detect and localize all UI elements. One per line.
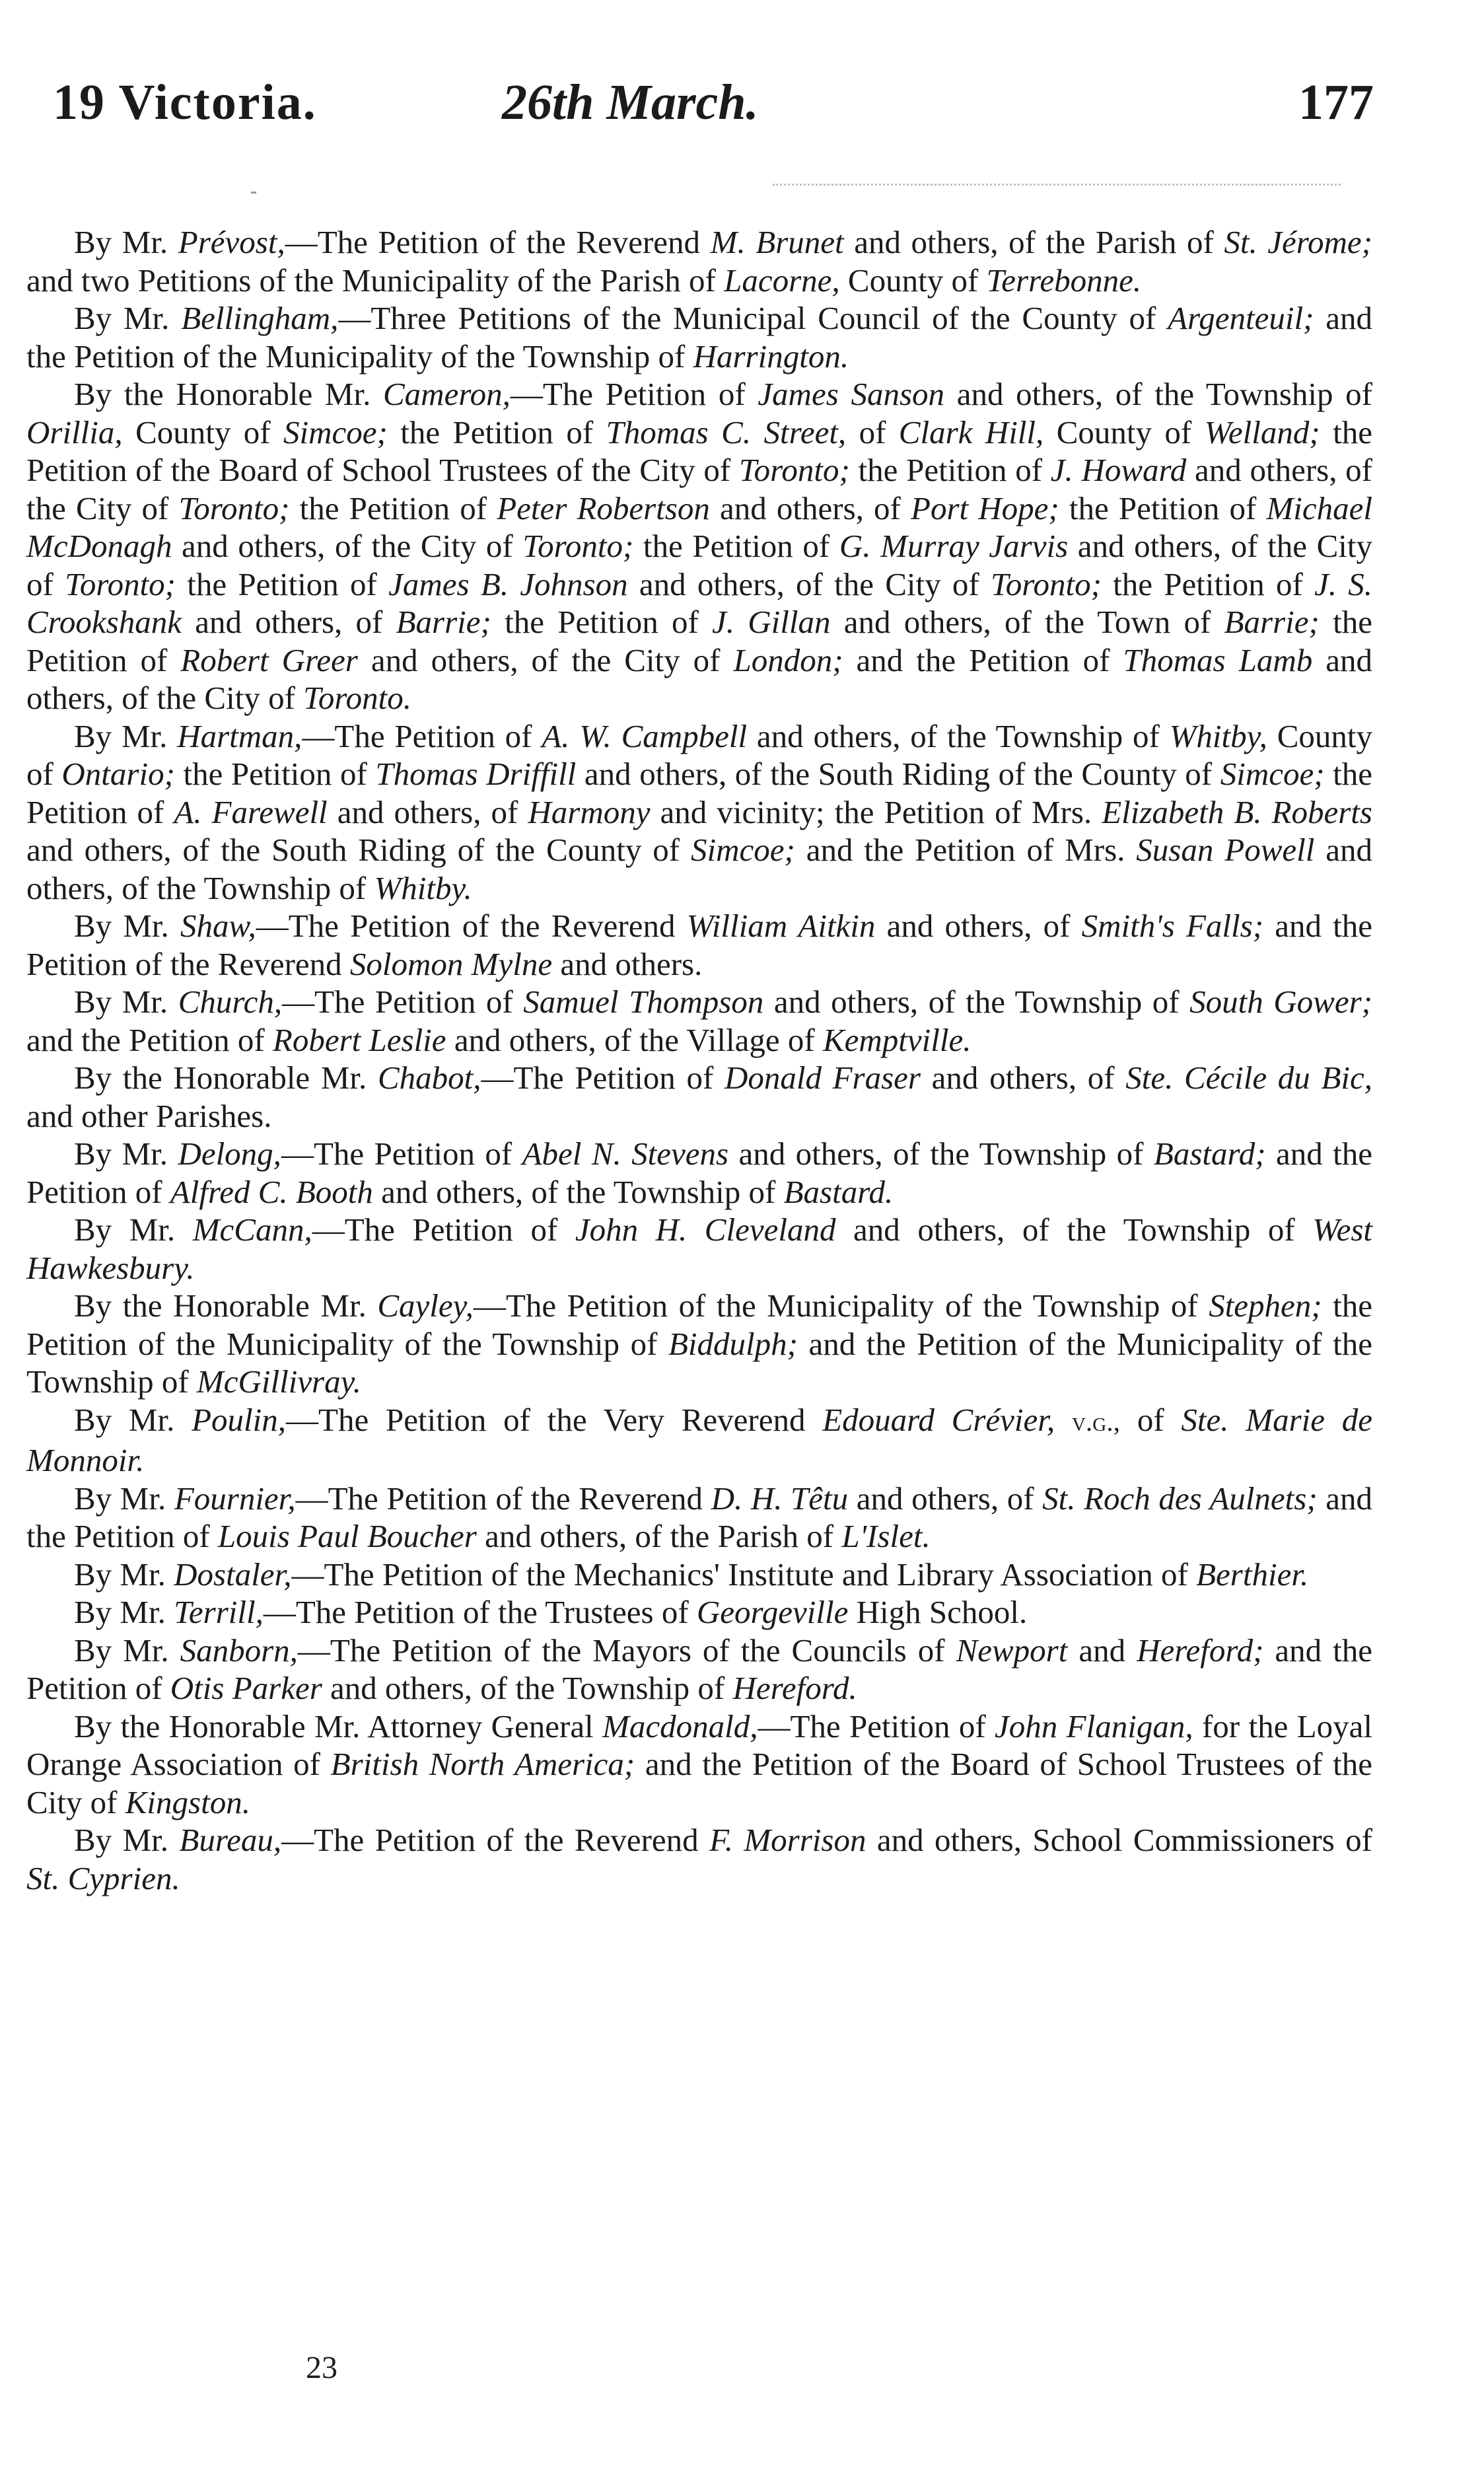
roman-text: of [846, 413, 899, 450]
roman-text: By the Honorable Mr. [74, 376, 383, 412]
roman-text: and the Petition of the Municipality of the Township of [26, 1325, 1372, 1400]
roman-text: and others, of the City of [26, 641, 1372, 716]
italic-name: D. H. Têtu [711, 1480, 849, 1517]
roman-text: and others, of the City of [26, 528, 1372, 602]
roman-text: of [1120, 1401, 1182, 1438]
regnal-year: 19 Victoria. [53, 75, 317, 130]
italic-name: Port Hope; [911, 489, 1059, 526]
italic-name: Welland; [1204, 413, 1320, 450]
italic-name: Toronto; [738, 452, 850, 488]
roman-text: and [1067, 1632, 1137, 1669]
roman-text: and others, of [182, 604, 396, 640]
roman-text: and two Petitions of the Municipality of the Parish of [26, 262, 724, 299]
italic-name: Toronto. [303, 680, 412, 716]
roman-text: and other Parishes. [26, 1097, 272, 1134]
italic-name: Solomon Mylne [349, 945, 553, 982]
italic-name: Cayley, [377, 1287, 474, 1324]
roman-text: and the Petition of the Reverend [26, 908, 1372, 982]
page-number: 177 [1298, 75, 1374, 130]
roman-text: and others, of the Township of [372, 1173, 784, 1210]
roman-text: and the Petition of [843, 641, 1123, 678]
roman-text: and others, of the Parish of [843, 224, 1224, 260]
italic-name: Peter Robertson [497, 489, 710, 526]
italic-name: Delong, [178, 1135, 281, 1172]
roman-text: —The Petition of [481, 1060, 724, 1096]
italic-name: Ste. Cécile du Bic, [1125, 1060, 1373, 1096]
roman-text: and others, School Commissioners of [866, 1822, 1372, 1858]
italic-name: McGillivray. [196, 1363, 361, 1400]
roman-text: the Petition of [26, 604, 1372, 678]
italic-name: Chabot, [377, 1060, 481, 1096]
italic-name: Fournier, [174, 1480, 296, 1517]
italic-name: Hartman, [177, 717, 302, 754]
italic-name: M. Brunet [710, 224, 844, 260]
italic-name: Toronto; [990, 565, 1102, 602]
roman-text: By Mr. [74, 1401, 192, 1438]
roman-text: the Petition of [1059, 489, 1267, 526]
petition-paragraph [26, 223, 1372, 299]
petition-paragraph [26, 1593, 1372, 1632]
roman-text: and the Petition of Mrs. [795, 832, 1137, 868]
roman-text: and others, of the South Riding of the County of [26, 832, 691, 868]
italic-name: Shaw, [180, 908, 256, 944]
roman-text: and others, of the City of [627, 565, 991, 602]
italic-name: Argenteuil; [1168, 300, 1314, 336]
italic-name: G. Murray Jarvis [839, 528, 1069, 564]
roman-text: By Mr. [74, 717, 178, 754]
italic-name: Harmony [528, 793, 651, 830]
roman-text: —The Petition of the Reverend [295, 1480, 711, 1517]
italic-name: Sanborn, [180, 1632, 298, 1669]
roman-text: By Mr. [74, 224, 178, 260]
roman-text: By Mr. [74, 1556, 174, 1593]
roman-text: County of [26, 717, 1373, 792]
roman-text: and others, of the Village of [446, 1021, 823, 1058]
italic-name: Louis Paul Boucher [217, 1518, 477, 1554]
roman-text: —The Petition of [510, 376, 758, 412]
roman-text: and the Petition of the Municipality of the Township of [26, 300, 1372, 375]
roman-text: —The Petition of [302, 717, 542, 754]
italic-name: Kingston. [125, 1783, 250, 1820]
petitions-list [26, 223, 1372, 1897]
roman-text: and others, of [709, 489, 911, 526]
roman-text: By Mr. [74, 1480, 174, 1517]
petition-paragraph [26, 717, 1372, 908]
italic-name: John H. Cleveland [575, 1211, 836, 1248]
roman-text: —The Petition of [282, 984, 524, 1020]
italic-name: Robert Leslie [272, 1021, 446, 1058]
italic-name: Biddulph; [668, 1325, 798, 1362]
italic-name: Abel N. Stevens [522, 1135, 729, 1172]
italic-name: J. Gillan [712, 604, 831, 640]
roman-text: and others. [552, 945, 703, 982]
roman-text: —The Petition of the Reverend [281, 1822, 710, 1858]
italic-name: Berthier. [1196, 1556, 1309, 1593]
italic-name: J. S. Crookshank [26, 565, 1373, 640]
roman-text: and others, of the South Riding of the County of [576, 756, 1220, 792]
roman-text: for the Loyal Orange Association of [26, 1707, 1372, 1782]
italic-name: Barrie; [1224, 604, 1320, 640]
petition-paragraph [26, 1401, 1372, 1480]
italic-name: Samuel Thompson [523, 984, 764, 1020]
roman-text: the Petition of [491, 604, 713, 640]
petition-paragraph [26, 299, 1372, 375]
italic-name: A. Farewell [174, 793, 328, 830]
italic-name: Alfred C. Booth [170, 1173, 373, 1210]
italic-name: Bastard; [1153, 1135, 1266, 1172]
roman-text: High School. [848, 1594, 1028, 1630]
italic-name: Macdonald, [602, 1707, 758, 1744]
italic-name: Thomas Driffill [375, 756, 577, 792]
italic-name: Susan Powell [1136, 832, 1315, 868]
petition-paragraph [26, 1821, 1372, 1897]
italic-name: Toronto; [65, 565, 176, 602]
italic-name: Barrie; [396, 604, 491, 640]
roman-text [1055, 1402, 1072, 1438]
italic-name: Bastard. [783, 1173, 894, 1210]
roman-text: By Mr. [74, 1822, 180, 1858]
roman-text: the Petition of [387, 413, 606, 450]
italic-name: F. Morrison [709, 1822, 866, 1858]
roman-text: and others, of [921, 1060, 1126, 1096]
roman-text: the Petition of [1101, 565, 1315, 602]
italic-name: Elizabeth B. Roberts [1102, 793, 1372, 830]
roman-text: and others, of the Township of [763, 984, 1190, 1020]
roman-text: County of [839, 262, 987, 299]
roman-text: and the Petition of [26, 1632, 1372, 1706]
italic-name: J. Howard [1050, 452, 1187, 488]
italic-name: William Aitkin [686, 908, 876, 944]
italic-name: Whitby. [374, 869, 472, 906]
petition-paragraph [26, 1211, 1372, 1287]
italic-name: James B. Johnson [388, 565, 628, 602]
italic-name: South Gower; [1189, 984, 1372, 1020]
roman-text: By the Honorable Mr. Attorney General [74, 1707, 603, 1744]
roman-text: and others, of the City of [357, 641, 734, 678]
italic-name: John Flanigan, [995, 1707, 1193, 1744]
roman-text: the Petition of [26, 756, 1372, 830]
roman-text: and others, of the Township of [26, 832, 1373, 906]
italic-name: British North America; [330, 1746, 635, 1782]
roman-text: By the Honorable Mr. [74, 1060, 378, 1096]
italic-name: Harrington. [693, 338, 849, 375]
signature-mark: 23 [306, 2350, 337, 2385]
petition-paragraph [26, 1135, 1372, 1211]
roman-text: and others, of [875, 908, 1082, 944]
italic-name: Terrill, [174, 1594, 264, 1630]
roman-text: and others, of the Township of [728, 1135, 1154, 1172]
italic-name: Terrebonne. [986, 262, 1142, 299]
petition-paragraph [26, 375, 1372, 717]
roman-text: By Mr. [74, 1594, 174, 1630]
italic-name: Clark Hill, [898, 413, 1044, 450]
page-header [53, 69, 1374, 135]
roman-text: and others, of the Parish of [476, 1518, 842, 1554]
roman-text: and others, of [327, 793, 528, 830]
scan-artifact-dots [773, 184, 1341, 192]
small-caps-text: v.g., [1071, 1406, 1121, 1437]
roman-text: and others, of the City of [172, 528, 523, 564]
roman-text: By Mr. [74, 908, 180, 944]
italic-name: Orillia, [26, 413, 123, 450]
italic-name: Newport [956, 1632, 1068, 1669]
italic-name: Prévost, [178, 224, 285, 260]
italic-name: Donald Fraser [724, 1060, 921, 1096]
roman-text: and others, of the Town of [830, 604, 1224, 640]
italic-name: Bureau, [179, 1822, 282, 1858]
italic-name: Dostaler, [174, 1556, 292, 1593]
petition-paragraph [26, 1059, 1372, 1135]
italic-name: London; [733, 641, 843, 678]
roman-text: the Petition of the Municipality of the Township of [26, 1287, 1372, 1362]
italic-name: Hereford. [732, 1670, 857, 1706]
petition-paragraph [26, 1632, 1372, 1707]
italic-name: Simcoe; [283, 413, 388, 450]
roman-text: By Mr. [74, 1632, 180, 1669]
roman-text: By the Honorable Mr. [74, 1287, 378, 1324]
petition-paragraph [26, 1707, 1372, 1822]
roman-text: —The Petition of the Reverend [285, 224, 711, 260]
petition-paragraph [26, 1287, 1372, 1401]
italic-name: Michael McDonagh [26, 489, 1372, 564]
italic-name: James Sanson [758, 376, 945, 412]
roman-text: the Petition of [633, 528, 839, 564]
roman-text: —The Petition of the Municipality of the Township of [473, 1287, 1209, 1324]
roman-text: and the Petition of [26, 1480, 1372, 1554]
italic-name: Smith's Falls; [1081, 908, 1264, 944]
petition-paragraph [26, 983, 1372, 1059]
roman-text: —Three Petitions of the Municipal Council of the County of [338, 300, 1168, 336]
roman-text: County of [1043, 413, 1205, 450]
italic-name: Kemptville. [822, 1021, 972, 1058]
roman-text: By Mr. [74, 300, 182, 336]
italic-name: St. Roch des Aulnets; [1042, 1480, 1318, 1517]
roman-text: By Mr. [74, 1211, 193, 1248]
roman-text: —The Petition of [312, 1211, 575, 1248]
roman-text: and others, of the Township of [835, 1211, 1313, 1248]
italic-name: Otis Parker [170, 1670, 322, 1706]
italic-name: McCann, [192, 1211, 312, 1248]
petition-paragraph [26, 1480, 1372, 1556]
roman-text: and others, of [848, 1480, 1043, 1517]
italic-name: Bellingham, [181, 300, 339, 336]
session-date: 26th March. [502, 75, 759, 130]
roman-text: and others, of the Township of [747, 717, 1170, 754]
petition-paragraph [26, 907, 1372, 983]
italic-name: St. Jérome; [1224, 224, 1372, 260]
roman-text: —The Petition of the Trustees of [263, 1594, 697, 1630]
italic-name: Thomas C. Street, [606, 413, 847, 450]
roman-text: —The Petition of [281, 1135, 522, 1172]
italic-name: L'Islet. [841, 1518, 931, 1554]
roman-text: the Petition of [176, 565, 389, 602]
italic-name: Toronto; [178, 489, 290, 526]
italic-name: Toronto; [522, 528, 634, 564]
roman-text: and others, of the City of [26, 452, 1372, 526]
italic-name: Simcoe; [1220, 756, 1325, 792]
roman-text: By Mr. [74, 984, 178, 1020]
scan-artifact-mark [251, 192, 256, 194]
roman-text: the Petition of [174, 756, 376, 792]
italic-name: Stephen; [1209, 1287, 1322, 1324]
roman-text: and the Petition of [26, 1021, 273, 1058]
italic-name: St. Cyprien. [26, 1859, 180, 1896]
italic-name: West Hawkesbury. [26, 1211, 1373, 1286]
italic-name: Georgeville [696, 1594, 849, 1630]
roman-text: —The Petition of the Mayors of the Councils of [297, 1632, 956, 1669]
italic-name: Cameron, [383, 376, 511, 412]
roman-text: and vicinity; the Petition of Mrs. [650, 793, 1102, 830]
roman-text: —The Petition of the Very Reverend [286, 1401, 823, 1438]
italic-name: Thomas Lamb [1123, 641, 1313, 678]
italic-name: Simcoe; [690, 832, 795, 868]
italic-name: A. W. Campbell [542, 717, 748, 754]
roman-text: —The Petition of [758, 1707, 995, 1744]
roman-text: —The Petition of the Reverend [256, 908, 687, 944]
italic-name: Church, [178, 984, 283, 1020]
italic-name: Whitby, [1169, 717, 1267, 754]
roman-text: and the Petition of [26, 1135, 1373, 1210]
italic-name: Robert Greer [180, 641, 358, 678]
roman-text: the Petition of the Board of School Trustees of the City of [26, 413, 1372, 488]
italic-name: Hereford; [1137, 1632, 1264, 1669]
italic-name: Poulin, [192, 1401, 287, 1438]
roman-text: the Petition of [849, 452, 1051, 488]
italic-name: Ste. Marie de Monnoir. [26, 1401, 1372, 1478]
roman-text: By Mr. [74, 1135, 178, 1172]
roman-text: County of [122, 413, 283, 450]
italic-name: Lacorne, [724, 262, 840, 299]
petition-paragraph [26, 1556, 1372, 1594]
roman-text: and others, of the Township of [944, 376, 1373, 412]
italic-name: Edouard Crévier, [822, 1401, 1055, 1438]
roman-text: —The Petition of the Mechanics' Institute and Library Association of [291, 1556, 1197, 1593]
roman-text: and others, of the Township of [322, 1670, 733, 1706]
roman-text: and the Petition of the Board of School Trustees of the City of [26, 1746, 1372, 1820]
roman-text: the Petition of [289, 489, 497, 526]
italic-name: Ontario; [61, 756, 175, 792]
